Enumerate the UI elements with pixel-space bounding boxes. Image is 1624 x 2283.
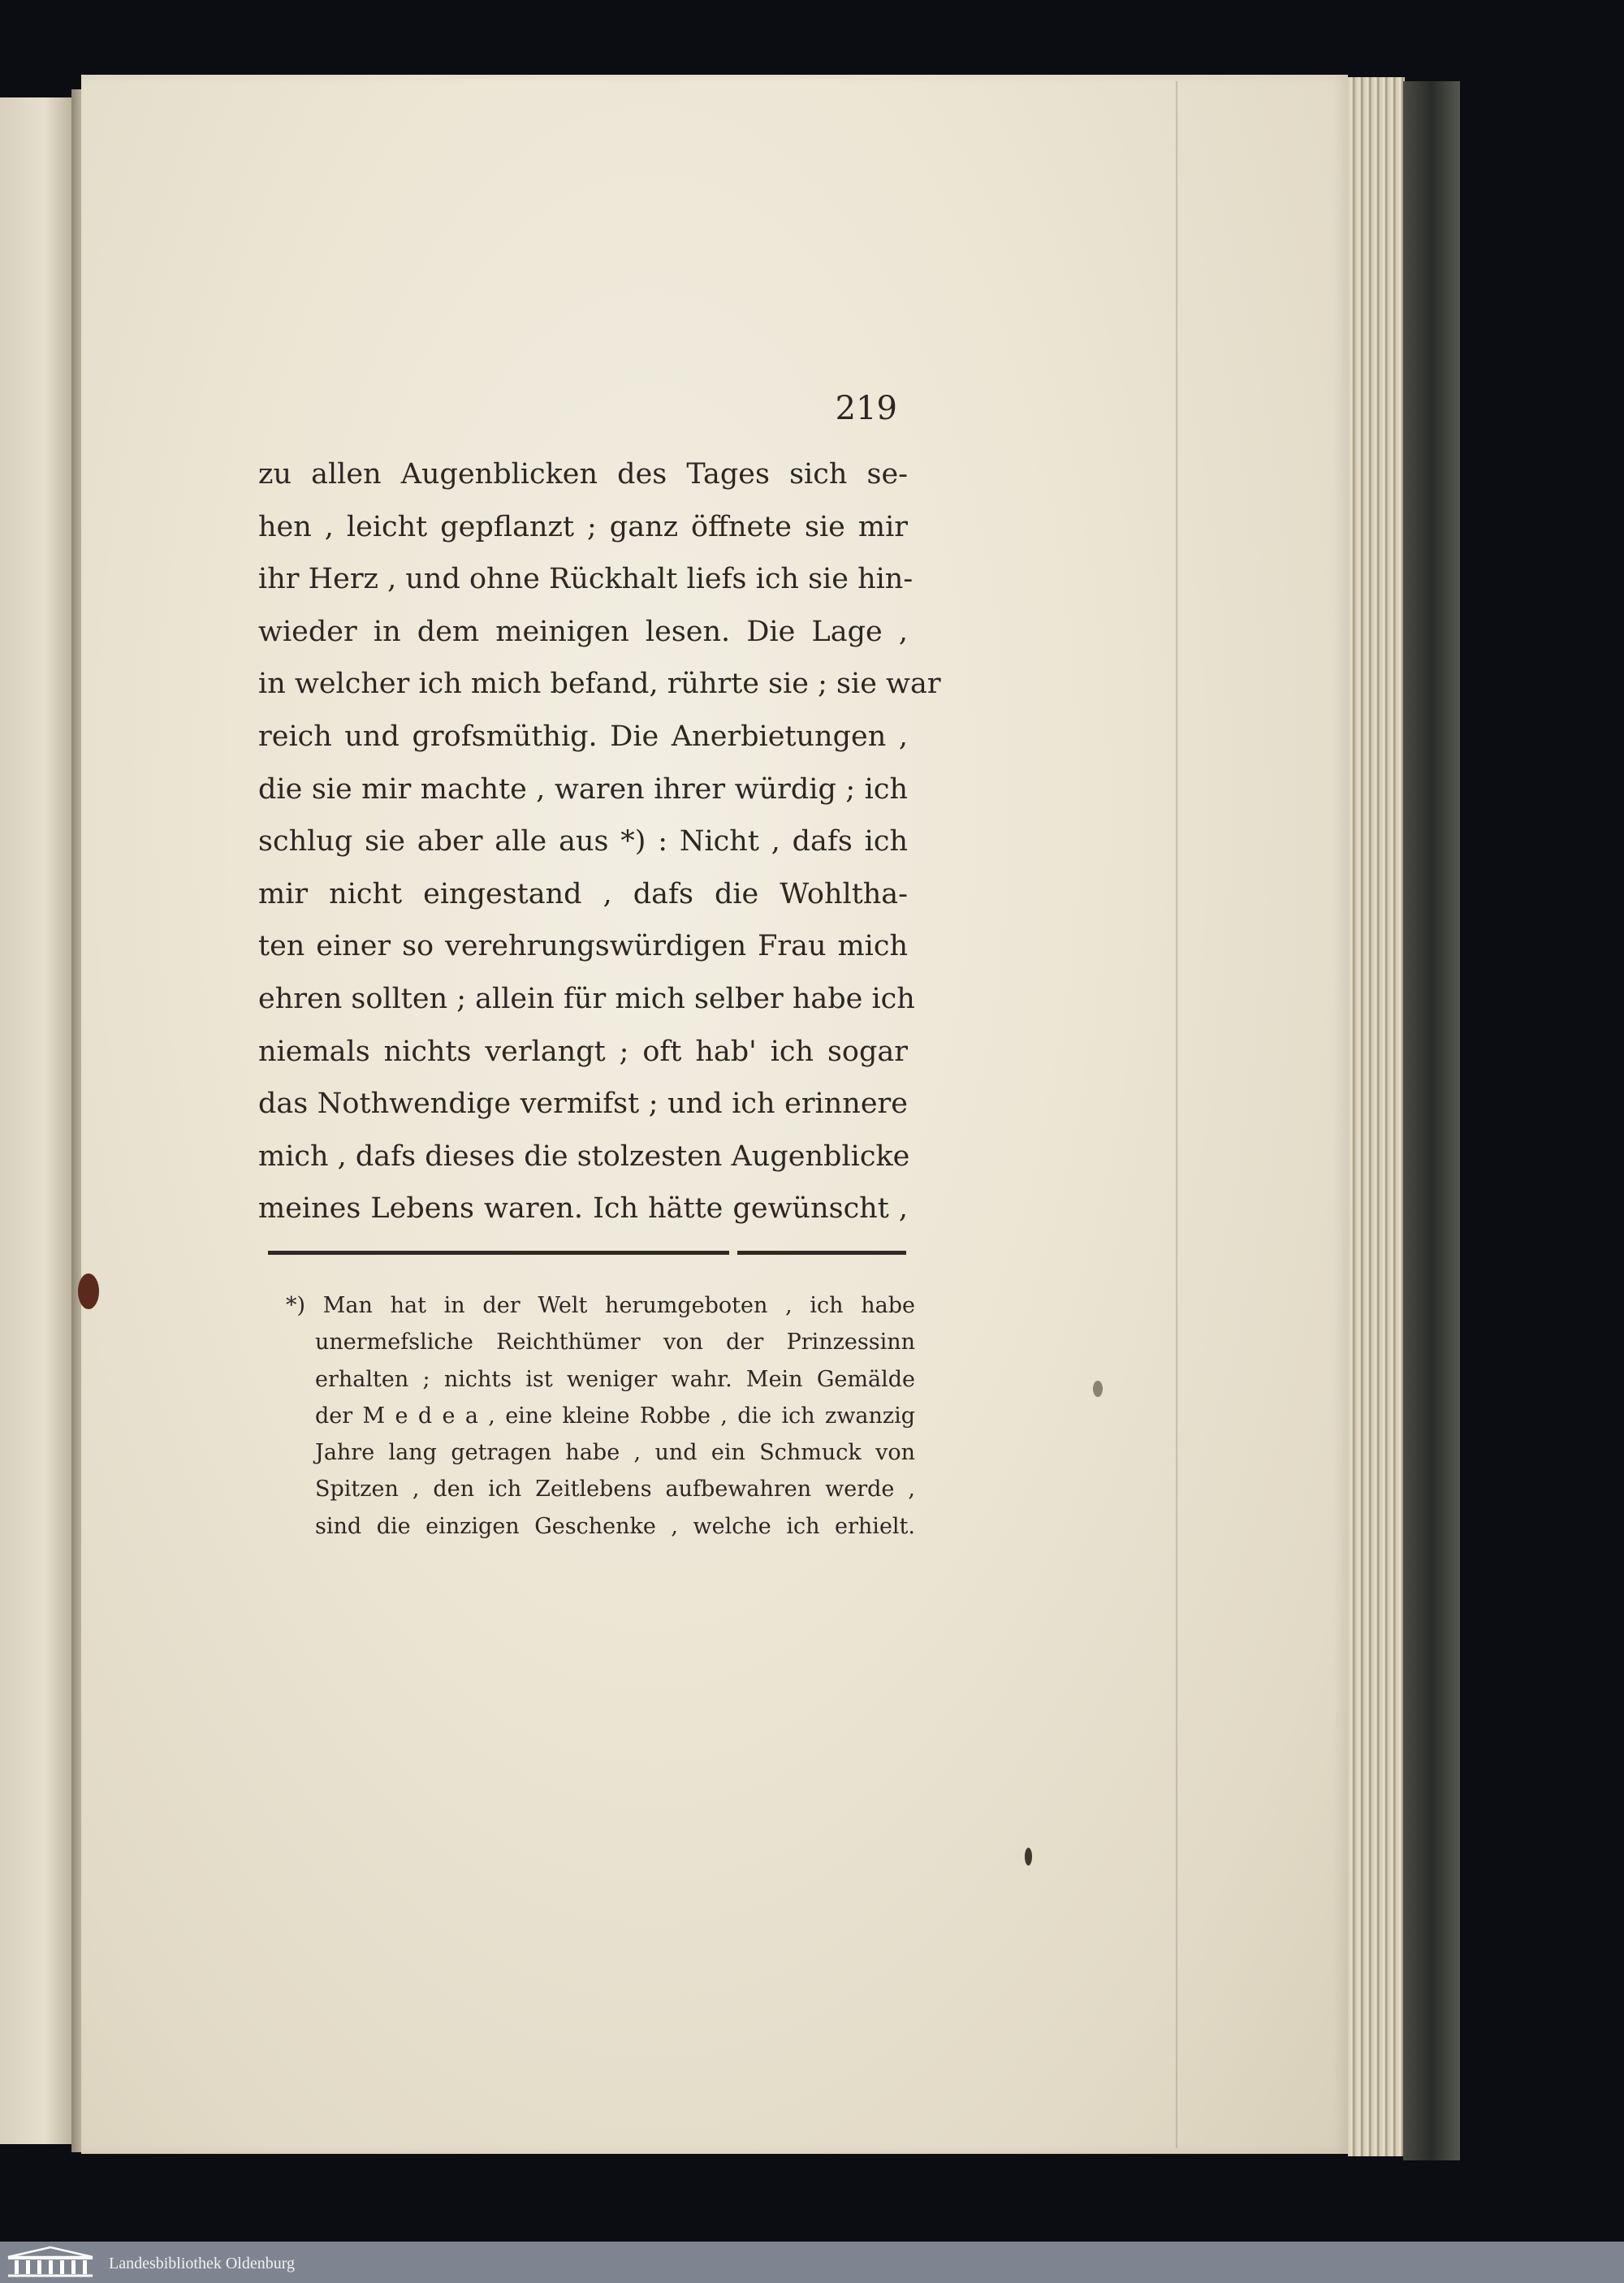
text-line: mich , dafs dieses die stolzesten Augenblicke bbox=[258, 1139, 910, 1173]
text-line: wieder in dem meinigen lesen. Die Lage , bbox=[258, 615, 908, 648]
page-number: 219 bbox=[835, 390, 897, 427]
text-line: ehren sollten ; allein für mich selber habe ich bbox=[258, 982, 915, 1015]
text-line: ihr Herz , und ohne Rückhalt liefs ich sie hin- bbox=[258, 563, 914, 596]
text-line: meines Lebens waren. Ich hätte gewünscht , bbox=[258, 1192, 908, 1226]
text-line: schlug sie aber alle aus *) : Nicht , dafs ich bbox=[258, 825, 908, 858]
footnote-line: *) Man hat in der Welt herumgeboten , ich habe bbox=[286, 1293, 915, 1318]
ink-stain bbox=[1025, 1848, 1032, 1866]
footnote-separator-rule bbox=[268, 1251, 906, 1255]
text-line: das Nothwendige vermifst ; und ich erinnere bbox=[258, 1087, 908, 1121]
footnote-line: unermefsliche Reichthümer von der Prinzessinn bbox=[315, 1330, 915, 1356]
footnote-line: der M e d e a , eine kleine Robbe , die ich zwanzig bbox=[315, 1403, 915, 1429]
book-cover-edge bbox=[1403, 81, 1460, 2160]
text-line: niemals nichts verlangt ; oft hab' ich sogar bbox=[258, 1035, 908, 1068]
footnote-separator-gap bbox=[729, 1249, 737, 1256]
body-text bbox=[258, 448, 941, 1235]
text-line: die sie mir machte , waren ihrer würdig ; ich bbox=[258, 772, 908, 806]
library-name: Landesbibliothek Oldenburg bbox=[109, 2255, 296, 2272]
text-line: in welcher ich mich befand, rührte sie ; sie war bbox=[258, 668, 941, 701]
ink-stain bbox=[78, 1273, 99, 1309]
text-line: hen , leicht gepflanzt ; ganz öffnete sie mir bbox=[258, 510, 908, 543]
footnote-line: Jahre lang getragen habe , und ein Schmuck von bbox=[315, 1440, 915, 1466]
footnote-line: erhalten ; nichts ist weniger wahr. Mein Gemälde bbox=[315, 1366, 915, 1392]
page-fold-line bbox=[1176, 81, 1179, 2148]
left-page-edge bbox=[0, 97, 75, 2144]
page-edges bbox=[1348, 77, 1405, 2156]
text-line: reich und grofsmüthig. Die Anerbietungen , bbox=[258, 720, 908, 753]
footnote-text bbox=[286, 1287, 915, 1545]
footnote-line: sind die einzigen Geschenke , welche ich erhielt. bbox=[315, 1513, 915, 1539]
footnote-line: Spitzen , den ich Zeitlebens aufbewahren werde , bbox=[315, 1477, 915, 1503]
text-line: ten einer so verehrungswürdigen Frau mich bbox=[258, 930, 908, 963]
text-line: mir nicht eingestand , dafs die Wohltha- bbox=[258, 877, 908, 910]
text-line: zu allen Augenblicken des Tages sich se- bbox=[258, 458, 908, 491]
library-building-icon bbox=[5, 2246, 96, 2278]
ink-stain bbox=[1093, 1381, 1103, 1397]
